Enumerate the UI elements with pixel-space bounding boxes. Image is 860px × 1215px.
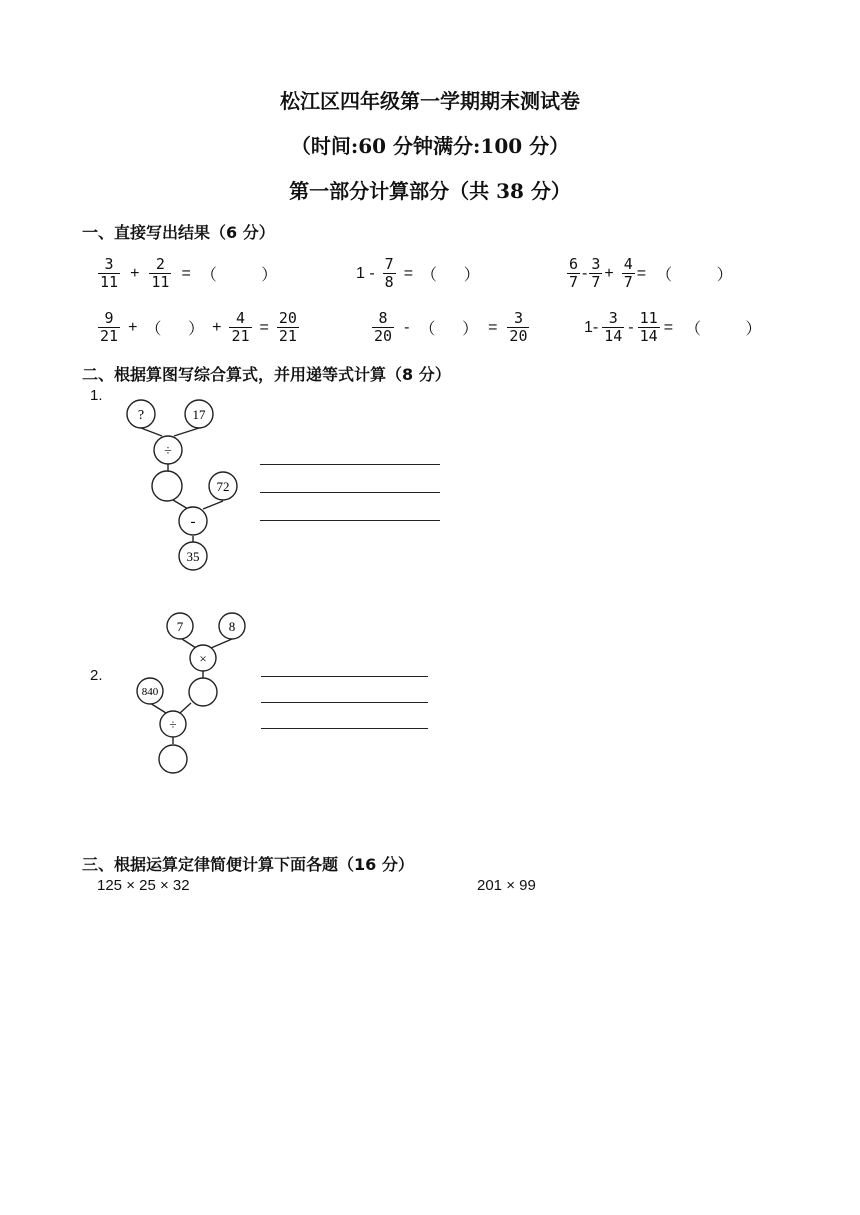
- svg-text:840: 840: [141, 686, 159, 698]
- fraction: $\frac{11}{14}$: [639, 309, 658, 345]
- node-left-operand: [137, 678, 163, 704]
- fraction: $\frac{8}{20}$: [374, 309, 393, 345]
- s1-row2-q3: 1- $\frac{3}{14}$ - $\frac{11}{14}$ = （ ）: [584, 309, 762, 345]
- svg-text:?: ?: [137, 408, 145, 423]
- node-empty-1[interactable]: [152, 471, 182, 501]
- answer-blank[interactable]: （ ）: [419, 321, 479, 338]
- fraction: $\frac{7}{8}$: [384, 255, 394, 291]
- answer-line[interactable]: [260, 520, 440, 521]
- svg-text:17: 17: [192, 407, 206, 422]
- node-operator-2: [160, 711, 186, 737]
- node-right-operand: [209, 472, 237, 500]
- svg-text:8: 8: [228, 619, 236, 634]
- time-info: （时间:60 分钟满分:100 分）: [290, 134, 570, 158]
- problem2-label: 2.: [90, 667, 103, 684]
- s1-row1-q2: 1 - $\frac{7}{8}$ = （ ）: [356, 255, 480, 291]
- fraction: $\frac{4}{7}$: [623, 255, 633, 291]
- fraction: $\frac{20}{21}$: [278, 309, 297, 345]
- svg-text:72: 72: [216, 479, 230, 494]
- answer-line[interactable]: [261, 702, 428, 703]
- answer-blank[interactable]: （ ）: [145, 321, 205, 338]
- s3-question-1: 125 × 25 × 32: [97, 877, 190, 894]
- part-title: 第一部分计算部分（共 38 分）: [289, 179, 571, 203]
- answer-blank[interactable]: （ ）: [200, 267, 278, 284]
- problem1-label: 1.: [90, 387, 103, 404]
- fraction: $\frac{3}{7}$: [591, 255, 601, 291]
- s1-row2-q2: $\frac{8}{20}$ - （ ） = $\frac{3}{20}$: [374, 309, 528, 345]
- node-top-left: [167, 613, 193, 639]
- answer-line[interactable]: [261, 728, 428, 729]
- answer-line[interactable]: [260, 464, 440, 465]
- svg-text:-: -: [190, 514, 196, 530]
- node-top-right: [219, 613, 245, 639]
- s1-row1-q1: $\frac{3}{11}$ + $\frac{2}{11}$ = （ ）: [100, 255, 278, 291]
- fraction: $\frac{3}{20}$: [509, 309, 528, 345]
- s3-question-2: 201 × 99: [477, 877, 536, 894]
- s1-row1-q3: $\frac{6}{7}$ - $\frac{3}{7}$ + $\frac{4}{7}$ = （ ）: [569, 255, 733, 291]
- fraction: $\frac{4}{21}$: [231, 309, 250, 345]
- node-operator-1: [190, 645, 216, 671]
- node-empty-2[interactable]: [159, 745, 187, 773]
- answer-line[interactable]: [260, 492, 440, 493]
- svg-text:×: ×: [199, 651, 207, 666]
- fraction: $\frac{9}{21}$: [100, 309, 119, 345]
- fraction: $\frac{3}{11}$: [100, 255, 119, 291]
- node-result: [179, 542, 207, 570]
- svg-text:35: 35: [186, 549, 200, 564]
- node-operator-2: [179, 507, 207, 535]
- section1-heading: 一、直接写出结果（6 分）: [82, 223, 275, 242]
- calc-diagram-2: [125, 605, 255, 780]
- answer-blank[interactable]: （ ）: [656, 267, 733, 284]
- s1-row2-q1: $\frac{9}{21}$ + （ ） + $\frac{4}{21}$ = $\frac{20}{21}$: [100, 309, 297, 345]
- section2-heading: 二、根据算图写综合算式，并用递等式计算（8 分）: [82, 365, 451, 384]
- answer-blank[interactable]: （ ）: [685, 321, 762, 338]
- node-empty-1[interactable]: [189, 678, 217, 706]
- calc-diagram-1: [110, 390, 260, 580]
- section3-heading: 三、根据运算定律简便计算下面各题（16 分）: [82, 855, 414, 874]
- fraction: $\frac{2}{11}$: [151, 255, 170, 291]
- page-title: 松江区四年级第一学期期末测试卷: [280, 89, 580, 113]
- fraction: $\frac{6}{7}$: [569, 255, 579, 291]
- svg-text:÷: ÷: [164, 444, 172, 459]
- svg-text:÷: ÷: [169, 717, 177, 732]
- svg-text:7: 7: [176, 619, 184, 634]
- fraction: $\frac{3}{14}$: [604, 309, 623, 345]
- node-top-right: [185, 400, 213, 428]
- answer-blank[interactable]: （ ）: [421, 267, 480, 284]
- node-operator-1: [154, 436, 182, 464]
- answer-line[interactable]: [261, 676, 428, 677]
- node-top-left: [127, 400, 155, 428]
